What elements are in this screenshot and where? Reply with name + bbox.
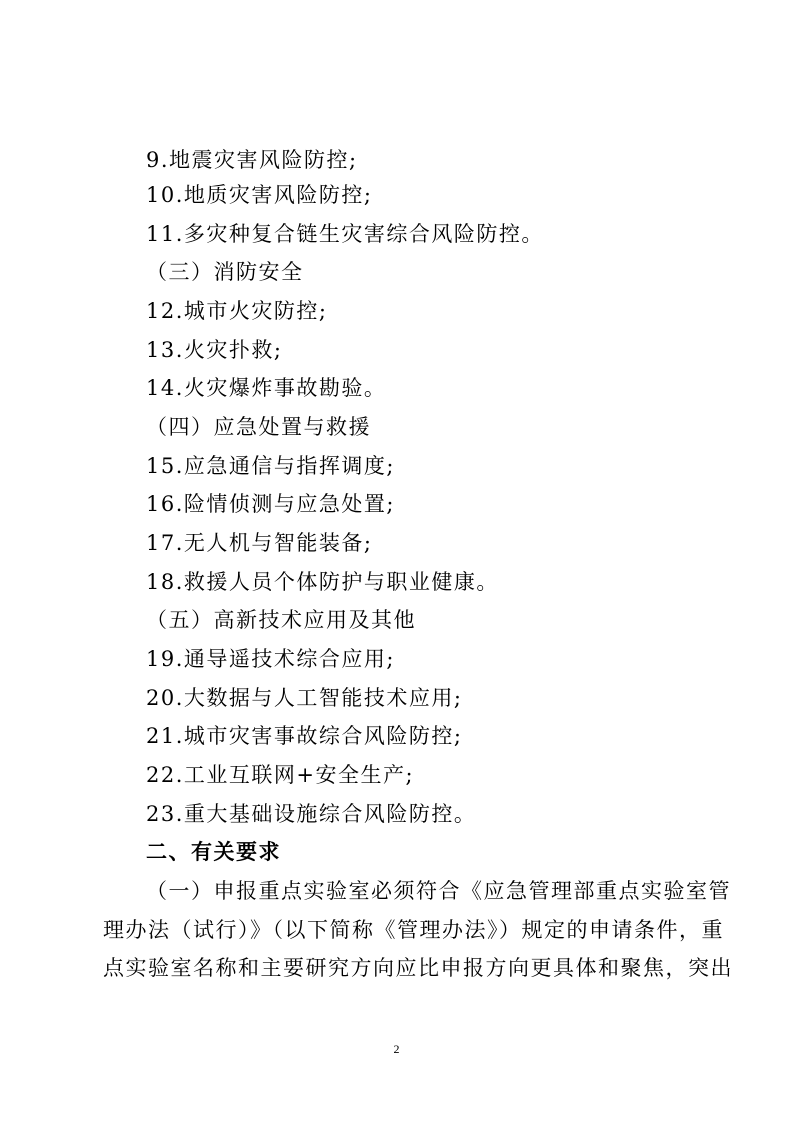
- list-item-12: 12.城市火灾防控;: [146, 299, 328, 323]
- list-item-18: 18.救援人员个体防护与职业健康。: [146, 570, 499, 594]
- section-title-requirements: 二、有关要求: [146, 840, 281, 864]
- section-heading-5: （五）高新技术应用及其他: [146, 608, 416, 632]
- list-item-22: 22.工业互联网+安全生产;: [146, 763, 415, 787]
- list-item-15: 15.应急通信与指挥调度;: [146, 454, 395, 478]
- list-item-13: 13.火灾扑救;: [146, 338, 283, 362]
- section-heading-3: （三）消防安全: [146, 260, 304, 284]
- list-item-14: 14.火灾爆炸事故勘验。: [146, 376, 387, 400]
- list-item-23: 23.重大基础设施综合风险防控。: [146, 802, 477, 826]
- list-item-10: 10.地质灾害风险防控;: [146, 183, 373, 207]
- list-item-17: 17.无人机与智能装备;: [146, 531, 373, 555]
- list-item-19: 19.通导遥技术综合应用;: [146, 647, 395, 671]
- page-number: 2: [393, 1042, 400, 1056]
- list-item-20: 20.大数据与人工智能技术应用;: [146, 686, 463, 710]
- section-heading-4: （四）应急处置与救援: [146, 415, 371, 439]
- paragraph-line-3: 点实验室名称和主要研究方向应比申报方向更具体和聚焦，突出: [103, 956, 733, 980]
- paragraph-line-2: 理办法（试行）》（以下简称《管理办法》）规定的申请条件，重: [103, 918, 724, 942]
- list-item-9: 9.地震灾害风险防控;: [146, 148, 358, 172]
- paragraph-line-1: （一）申报重点实验室必须符合《应急管理部重点实验室管: [146, 879, 731, 903]
- list-item-16: 16.险情侦测与应急处置;: [146, 492, 395, 516]
- list-item-21: 21.城市灾害事故综合风险防控;: [146, 724, 463, 748]
- list-item-11: 11.多灾种复合链生灾害综合风险防控。: [146, 222, 544, 246]
